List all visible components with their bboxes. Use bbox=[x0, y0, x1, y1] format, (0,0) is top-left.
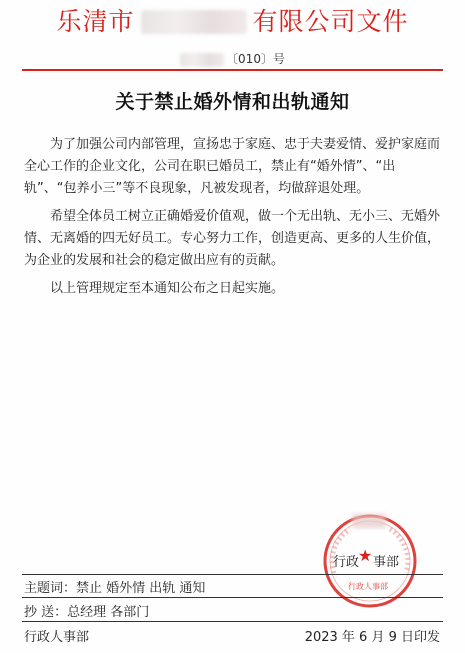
redacted-company-name bbox=[141, 10, 247, 34]
paragraph-1: 为了加强公司内部管理，宣扬忠于家庭、忠于夫妻爱情、爱护家庭而全心工作的企业文化，公司在职已婚员工，禁止有“婚外情”、“出轨”、“包养小三”等不良现象，凡被发现者，均做辞退处理。 bbox=[24, 137, 441, 196]
footer-keywords: 主题词：禁止 婚外情 出轨 通知 bbox=[24, 581, 206, 596]
footer-cc: 抄 送：总经理 各部门 bbox=[24, 605, 150, 620]
document-number bbox=[0, 50, 465, 67]
document-body bbox=[24, 134, 444, 306]
paragraph-3: 以上管理规定至本通知公布之日起实施。 bbox=[50, 281, 285, 296]
star-icon: ★ bbox=[358, 546, 373, 565]
footer-date: 2023 年 6 月 9 日印发 bbox=[304, 630, 440, 645]
header-suffix: 有限公司文件 bbox=[252, 7, 409, 36]
header-red-rule bbox=[22, 69, 443, 71]
footer-rule-bottom bbox=[22, 621, 443, 622]
footer-rule-mid bbox=[22, 597, 443, 598]
signature-right: 事部 bbox=[373, 555, 400, 570]
footer-issuer: 行政人事部 bbox=[24, 630, 90, 645]
redacted-seal-top bbox=[352, 514, 386, 528]
paragraph-2: 希望全体员工树立正确婚爱价值观，做一个无出轨、无小三、无婚外情、无离婚的四无好员工。专心努力工作，创造更高、更多的人生价值，为企业的发展和社会的稳定做出应有的贡献。 bbox=[24, 209, 441, 268]
redacted-year bbox=[180, 53, 224, 67]
page-title: 关于禁止婚外情和出轨通知 bbox=[115, 91, 350, 113]
header-city: 乐清市 bbox=[56, 7, 135, 36]
document-number-text: 〔010〕号 bbox=[226, 52, 285, 66]
footer-rule-top bbox=[22, 574, 443, 575]
signature-left: 行政 bbox=[333, 555, 360, 570]
document-header bbox=[0, 2, 465, 42]
seal-inner-text: 行政人事部 bbox=[348, 582, 388, 591]
